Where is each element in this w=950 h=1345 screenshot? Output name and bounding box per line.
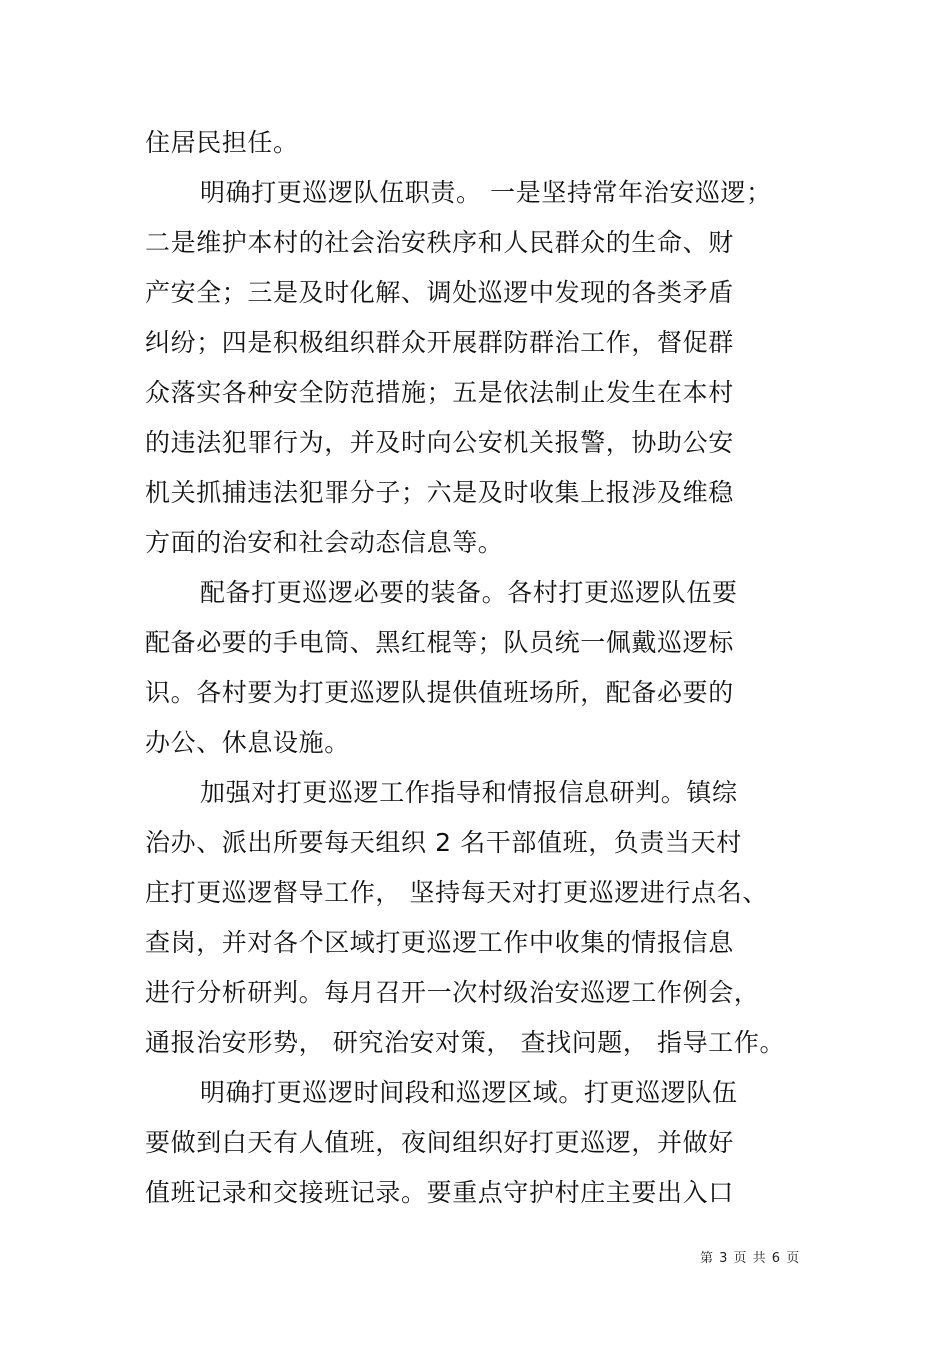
text-line: 住居民担任。 — [145, 128, 299, 157]
text-line: 产安全；三是及时化解、调处巡逻中发现的各类矛盾 — [145, 278, 734, 307]
text-line: 的违法犯罪行为，并及时向公安机关报警，协助公安 — [145, 428, 734, 457]
paragraph-start-line: 明确打更巡逻队伍职责。 一是坚持常年治安巡逻； — [200, 178, 772, 207]
text-line: 纠纷；四是积极组织群众开展群防群治工作，督促群 — [145, 328, 734, 357]
text-line: 方面的治安和社会动态信息等。 — [145, 528, 504, 557]
text-line: 进行分析研判。每月召开一次村级治安巡逻工作例会， — [145, 978, 760, 1007]
text-line: 办公、休息设施。 — [145, 728, 350, 757]
paragraph-start-line: 配备打更巡逻必要的装备。各村打更巡逻队伍要 — [200, 578, 738, 607]
page-number-footer: 第 3 页 共 6 页 — [700, 1251, 801, 1266]
text-line: 值班记录和交接班记录。要重点守护村庄主要出入口 — [145, 1178, 734, 1207]
text-line: 机关抓捕违法犯罪分子；六是及时收集上报涉及维稳 — [145, 478, 734, 507]
text-line: 识。各村要为打更巡逻队提供值班场所，配备必要的 — [145, 678, 734, 707]
text-line: 众落实各种安全防范措施；五是依法制止发生在本村 — [145, 378, 734, 407]
text-line: 庄打更巡逻督导工作， 坚持每天对打更巡逻进行点名、 — [145, 878, 768, 907]
text-line: 查岗，并对各个区域打更巡逻工作中收集的情报信息 — [145, 928, 734, 957]
text-line: 要做到白天有人值班，夜间组织好打更巡逻，并做好 — [145, 1128, 734, 1157]
paragraph-start-line: 加强对打更巡逻工作指导和情报信息研判。镇综 — [200, 778, 738, 807]
text-line: 二是维护本村的社会治安秩序和人民群众的生命、财 — [145, 228, 734, 257]
paragraph-start-line: 明确打更巡逻时间段和巡逻区域。打更巡逻队伍 — [200, 1078, 738, 1107]
text-line: 配备必要的手电筒、黑红棍等；队员统一佩戴巡逻标 — [145, 628, 734, 657]
text-line: 治办、派出所要每天组织 2 名干部值班，负责当天村 — [145, 828, 742, 857]
text-line: 通报治安形势， 研究治安对策， 查找问题， 指导工作。 — [145, 1028, 786, 1057]
